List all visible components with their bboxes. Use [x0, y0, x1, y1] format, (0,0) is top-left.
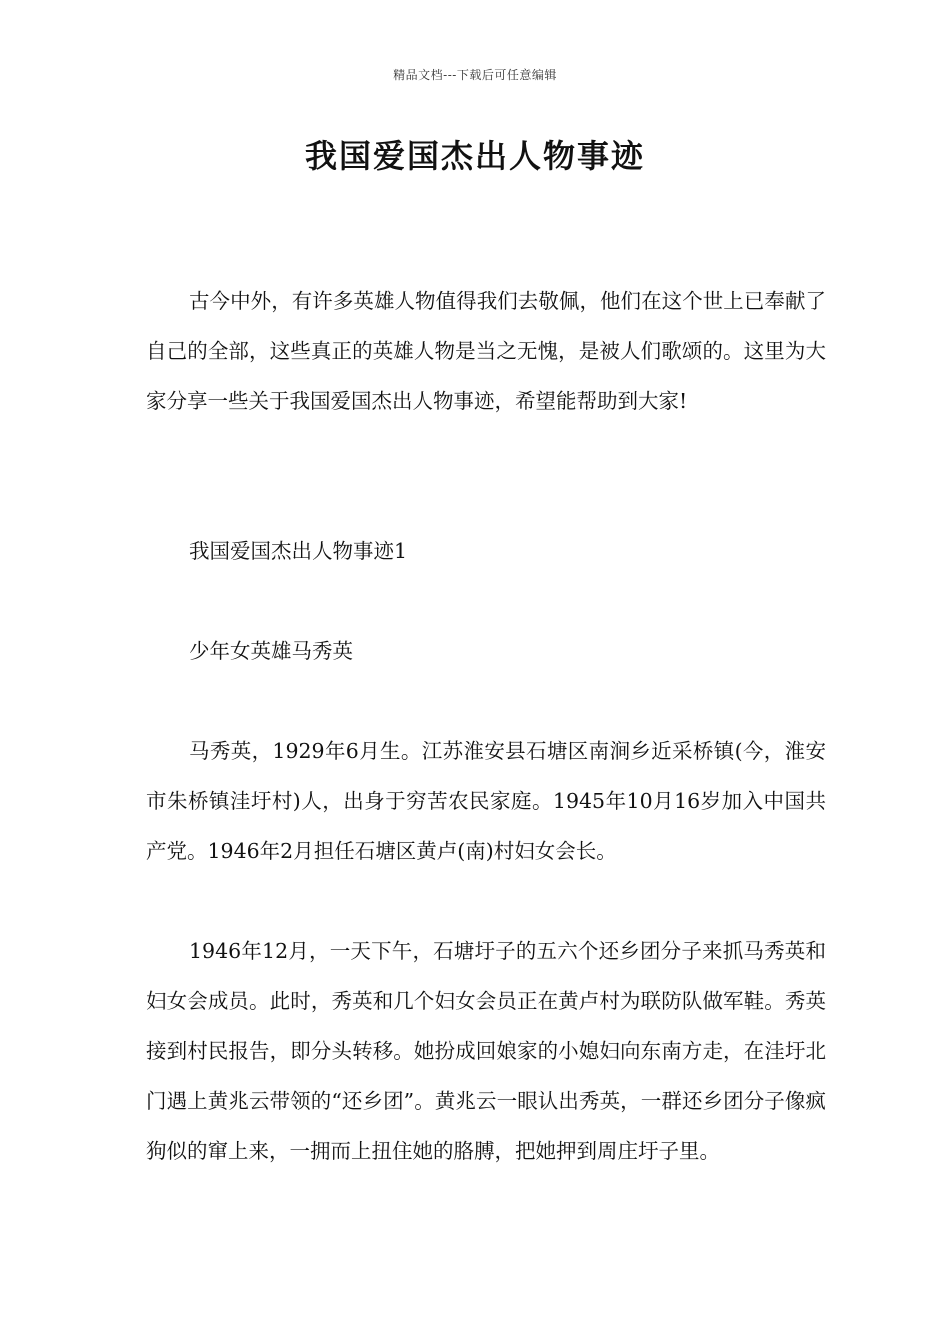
body-paragraph: 1946年12月，一天下午，石塘圩子的五六个还乡团分子来抓马秀英和妇女会成员。此时，秀英和几个妇女会员正在黄卢村为联防队做军鞋。秀英接到村民报告，即分头转移。她扮成回娘家的小媳妇向东南方走，在洼圩北门遇上黄兆云带领的“还乡团”。黄兆云一眼认出秀英，一群还乡团分子像疯狗似的窜上来，一拥而上扭住她的胳膊，把她押到周庄圩子里。 [146, 939, 826, 1163]
document-title: 我国爱国杰出人物事迹 [304, 137, 645, 175]
body-paragraph: 马秀英，1929年6月生。江苏淮安县石塘区南涧乡近采桥镇(今，淮安市朱桥镇洼圩村)人，出身于穷苦农民家庭。1945年10月16岁加入中国共产党。1946年2月担任石塘区黄卢(南)村妇女会长。 [146, 739, 826, 863]
intro-paragraph: 古今中外，有许多英雄人物值得我们去敬佩，他们在这个世上已奉献了自己的全部，这些真正的英雄人物是当之无愧，是被人们歌颂的。这里为大家分享一些关于我国爱国杰出人物事迹，希望能帮助到大家! [146, 289, 826, 413]
section-heading: 我国爱国杰出人物事迹1 [189, 539, 408, 563]
subsection-heading: 少年女英雄马秀英 [189, 639, 353, 663]
page-header: 精品文档---下载后可任意编辑 [393, 68, 557, 82]
